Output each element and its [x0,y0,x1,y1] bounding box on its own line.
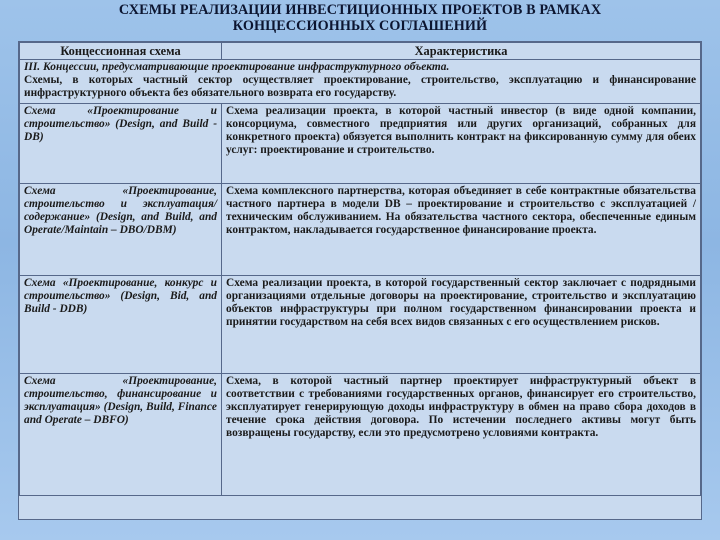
description-cell: Схема реализации проекта, в которой частный инвестор (в виде одной компании, консорциума, совместного предприятия или других организаций, собранных для конкретного проекта) обязуется выполнить контракт на фиксированную сумму для обеих услуг: проектирование и строительство. [222,103,701,183]
scheme-cell: Схема «Проектирование, строительство, финансирование и эксплуатация» (Design, Build, Finance and Operate – DBFO) [20,373,222,495]
header-scheme: Концессионная схема [20,43,222,60]
table-row [20,103,701,183]
scheme-cell: Схема «Проектирование, строительство и эксплуатация/содержание» (Design, and Build, and Operate/Maintain – DBO/DBM) [20,183,222,275]
section-row [20,60,701,104]
description-cell: Схема, в которой частный партнер проектирует инфраструктурный объект в соответствии с требованиями государственных органов, финансирует его строительство, эксплуатирует генерирующую доходы инфраструктуру в обмен на право сбора доходов в течение срока действия договора. По истечении последнего активы могут быть возвращены государству, если это предусмотрено условиями контракта. [222,373,701,495]
table-row [20,183,701,275]
title-line-1: СХЕМЫ РЕАЛИЗАЦИИ ИНВЕСТИЦИОННЫХ ПРОЕКТОВ В РАМКАХ [118,2,602,18]
table-row [20,373,701,495]
header-characteristic: Характеристика [222,43,701,60]
section-cell [20,60,701,104]
table-header-row [20,43,701,60]
description-cell: Схема комплексного партнерства, которая объединяет в себе контрактные обязательства частного партнера в модели DB – проектирование и строительство с эксплуатацией /техническим обслуживанием. На обязательства частного сектора, обеспеченные единым контрактом, накладывается государственное финансирование проекта. [222,183,701,275]
description-cell: Схема реализации проекта, в которой государственный сектор заключает с подрядными организациями отдельные договоры на проектирование, строительство и эксплуатацию объектов инфраструктуры при полном государственном финансировании проекта и принятии государством на себя всех видов связанных с его осуществлением рисков. [222,275,701,373]
section-heading: III. Концессии, предусматривающие проектирование инфраструктурного объекта. [24,61,450,73]
scheme-cell: Схема «Проектирование, конкурс и строительство» (Design, Bid, and Build - DDB) [20,275,222,373]
slide-title [40,2,680,34]
scheme-cell: Схема «Проектирование и строительство» (Design, and Build - DB) [20,103,222,183]
title-line-2: КОНЦЕССИОННЫХ СОГЛАШЕНИЙ [232,18,488,34]
section-text: Схемы, в которых частный сектор осуществляет проектирование, строительство, эксплуатацию и финансирование инфраструктурного объекта без обязательного возврата его государству. [24,74,696,100]
concession-table [18,41,702,520]
table-row [20,275,701,373]
